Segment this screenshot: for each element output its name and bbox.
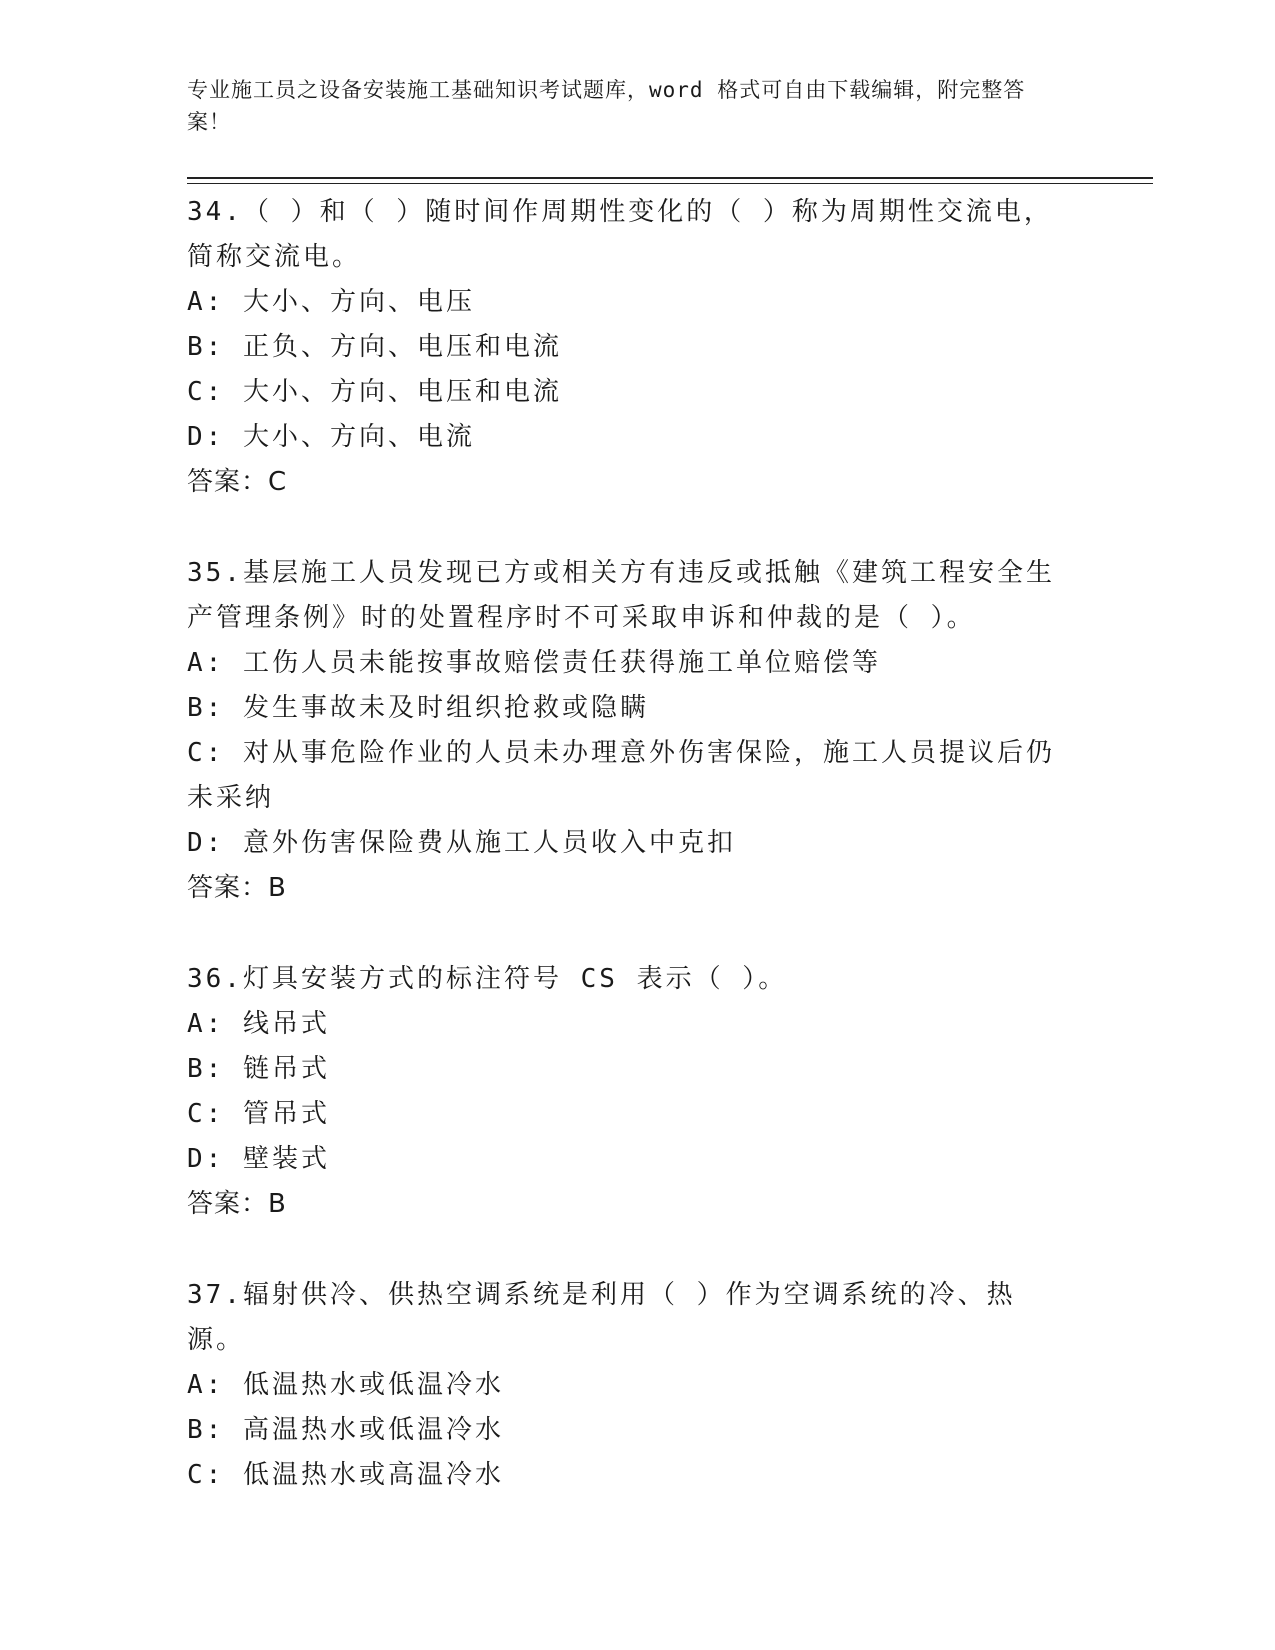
- question-37: [187, 1273, 1087, 1498]
- option-d: D: 壁装式: [187, 1144, 330, 1174]
- option-b: B: 正负、方向、电压和电流: [187, 332, 562, 362]
- option-b: B: 链吊式: [187, 1054, 330, 1084]
- option-c: C: 大小、方向、电压和电流: [187, 377, 562, 407]
- option-d: D: 大小、方向、电流: [187, 422, 475, 452]
- question-35: [187, 551, 1087, 911]
- question-list: [187, 190, 1087, 1544]
- answer-line: 答案：B: [187, 873, 287, 903]
- header-divider-thin: [187, 183, 1153, 184]
- question-36: [187, 957, 1087, 1227]
- option-a: A: 大小、方向、电压: [187, 287, 475, 317]
- option-b: B: 高温热水或低温冷水: [187, 1415, 504, 1445]
- question-stem: 34.（ ）和（ ）随时间作周期性变化的（ ）称为周期性交流电，简称交流电。: [187, 197, 1053, 272]
- option-b: B: 发生事故未及时组织抢救或隐瞒: [187, 693, 649, 723]
- question-stem: 36.灯具安装方式的标注符号 CS 表示（ ）。: [187, 964, 788, 994]
- option-c: C: 低温热水或高温冷水: [187, 1460, 504, 1490]
- answer-line: 答案：C: [187, 467, 288, 497]
- question-34: [187, 190, 1087, 505]
- option-c: C: 管吊式: [187, 1099, 330, 1129]
- header-divider-thick: [187, 177, 1153, 179]
- option-a: A: 线吊式: [187, 1009, 330, 1039]
- option-a: A: 工伤人员未能按事故赔偿责任获得施工单位赔偿等: [187, 648, 881, 678]
- answer-line: 答案：B: [187, 1189, 287, 1219]
- question-stem: 35.基层施工人员发现已方或相关方有违反或抵触《建筑工程安全生产管理条例》时的处置程序时不可采取申诉和仲裁的是（ ）。: [187, 558, 1055, 633]
- option-a: A: 低温热水或低温冷水: [187, 1370, 504, 1400]
- option-d: D: 意外伤害保险费从施工人员收入中克扣: [187, 828, 736, 858]
- option-c: C: 对从事危险作业的人员未办理意外伤害保险，施工人员提议后仍未采纳: [187, 738, 1055, 813]
- document-header: 专业施工员之设备安装施工基础知识考试题库，word 格式可自由下载编辑，附完整答案！: [187, 78, 1026, 134]
- question-stem: 37.辐射供冷、供热空调系统是利用（ ）作为空调系统的冷、热源。: [187, 1280, 1016, 1355]
